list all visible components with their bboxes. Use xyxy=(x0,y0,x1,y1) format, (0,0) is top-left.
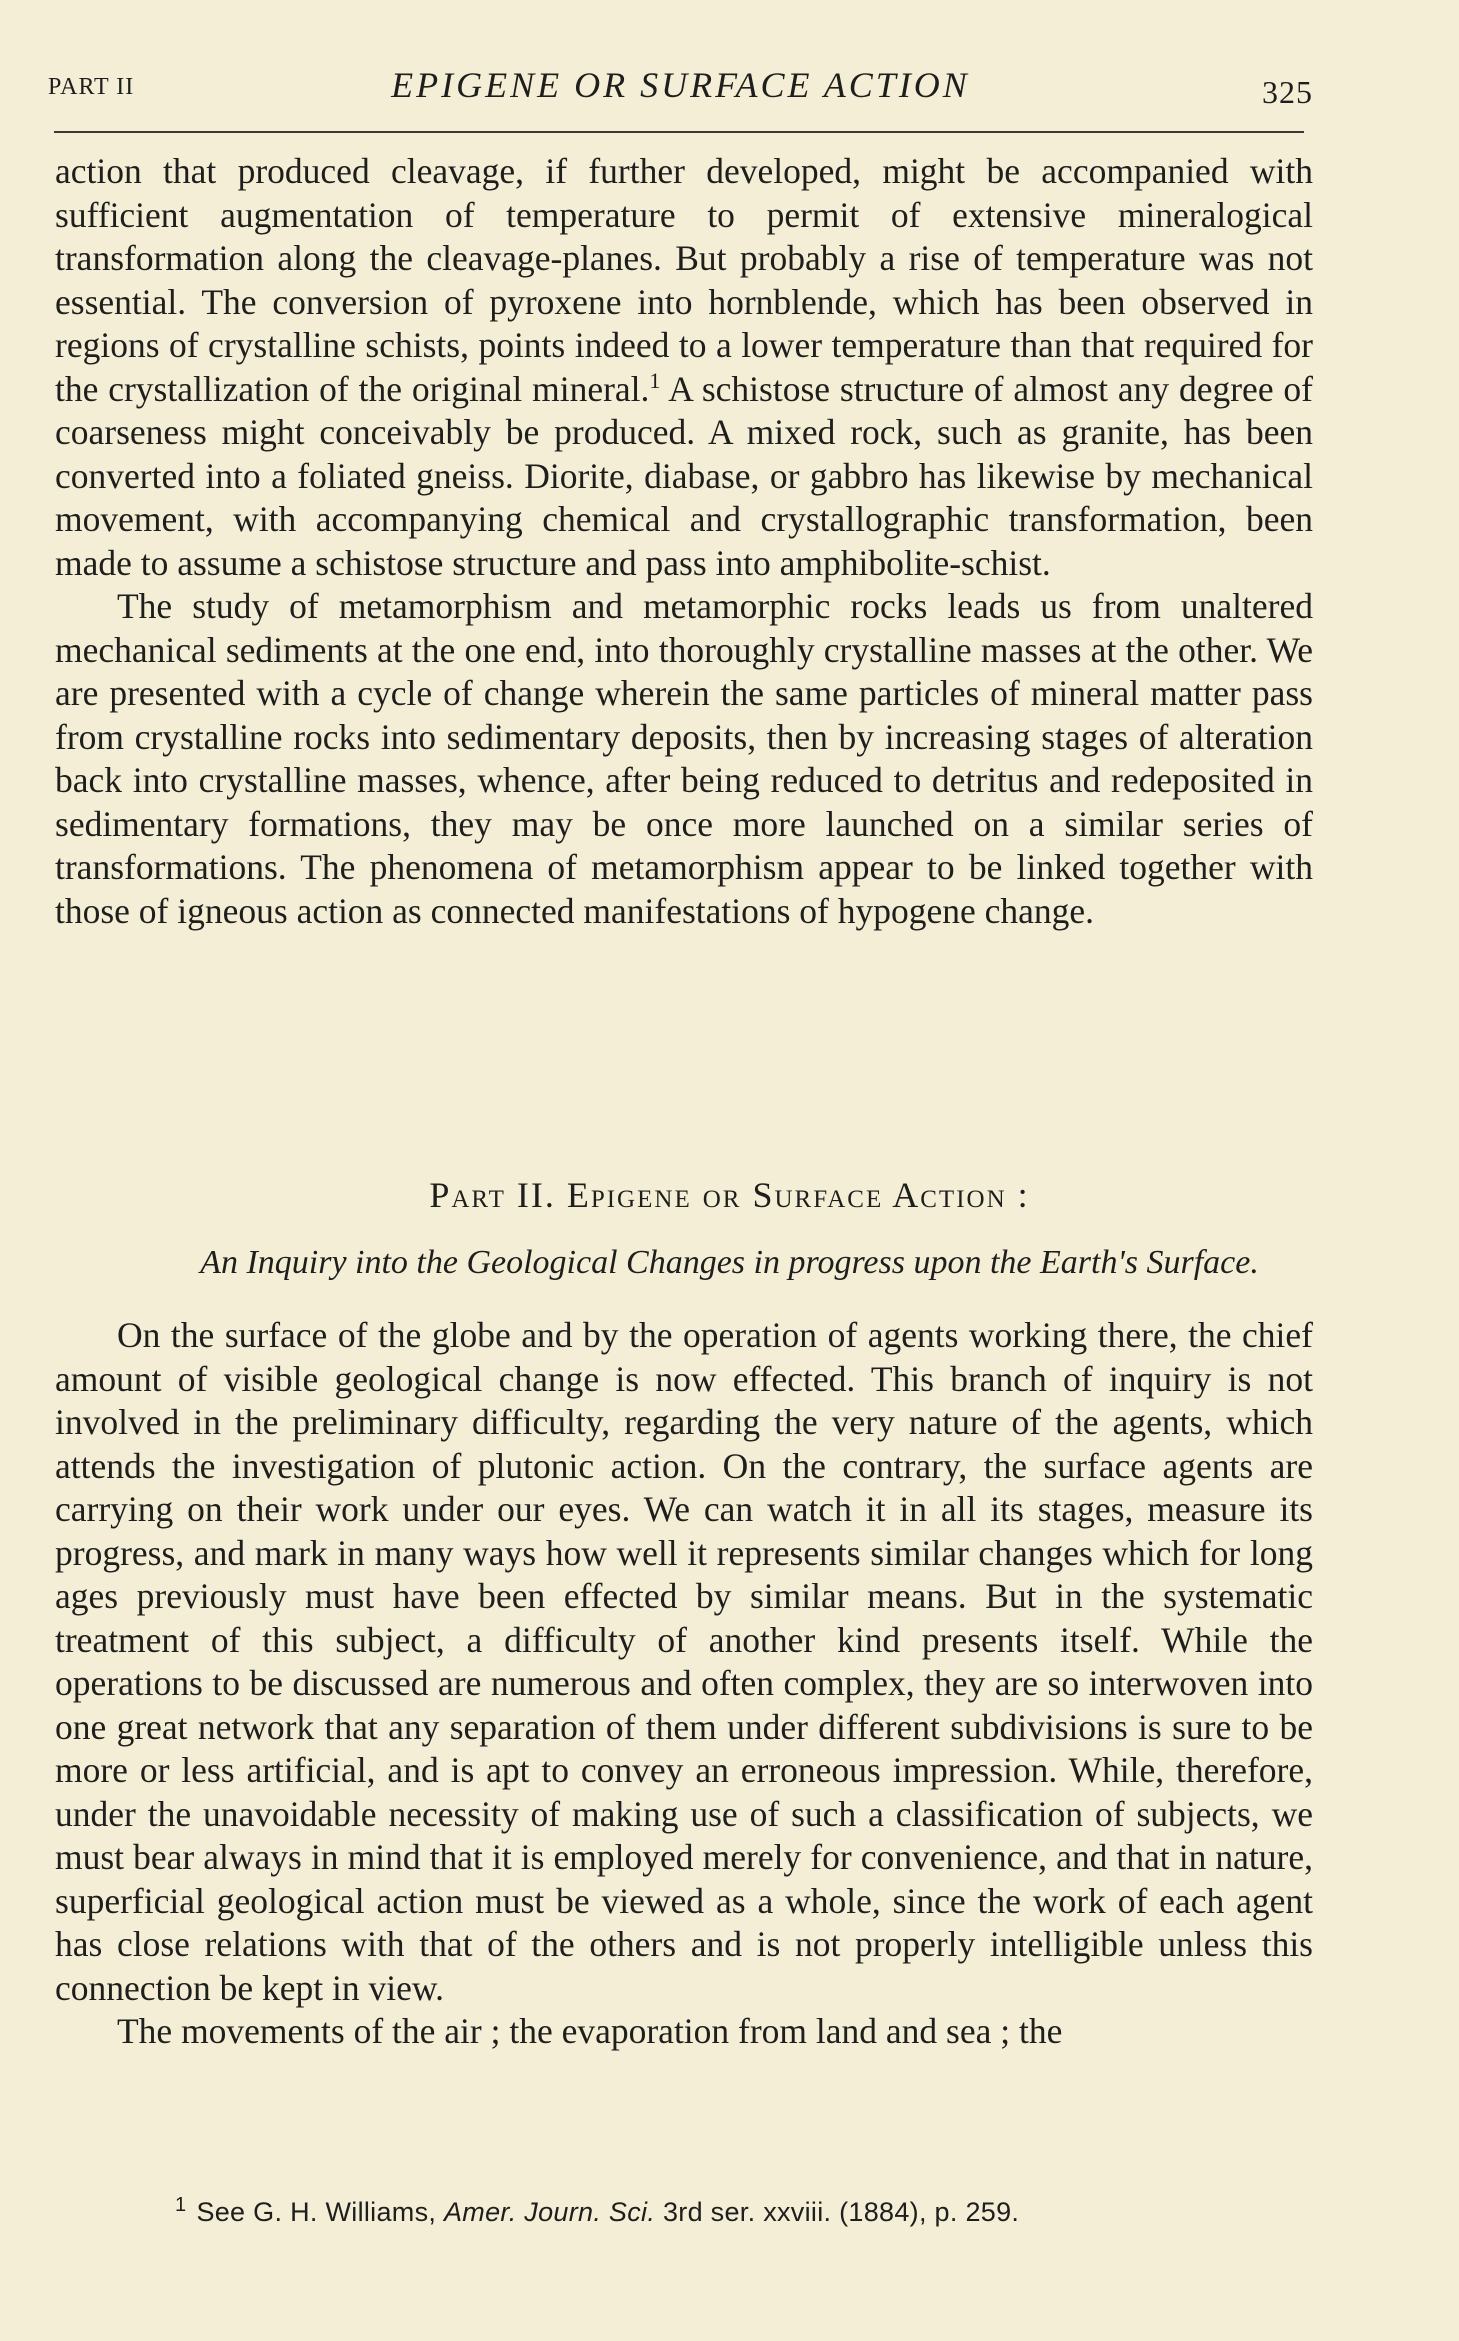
section-subtitle: An Inquiry into the Geological Changes in progress upon the Earth's Surface. xyxy=(200,1244,1259,1281)
header-title: EPIGENE OR SURFACE ACTION xyxy=(391,65,970,105)
paragraph-metamorphism-cycle: The study of metamorphism and metamorphic rocks leads us from unaltered mechanical sediments at the one end, into thoroughly crystalline masses at the other. We are presented with a cycle of change wherein the same particles of mineral matter pass from crystalline rocks into sedimentary deposits, then by increasing stages of alteration back into crystalline masses, whence, after being reduced to detritus and redeposited in sedimentary formations, they may be once more launched on a similar series of transformations. The phenomena of metamorphism appear to be linked together with those of igneous action as connected manifestations of hypogene change. xyxy=(55,586,1313,931)
body-text-block-1 xyxy=(55,150,1313,933)
footnote-mark: 1 xyxy=(175,2194,187,2216)
header-rule xyxy=(54,131,1304,133)
paragraph-text-continued: A schistose structure of almost any degree of coarseness might conceivably be produced. A mixed rock, such as granite, has been converted into a foliated gneiss. Diorite, diabase, or gabbro has likewise by mechanical movement, with accompanying chemical and crystallographic transformation, been made to assume a schistose structure and pass into amphibolite-schist. xyxy=(55,368,1313,583)
footnote xyxy=(175,2194,1019,2228)
footnote-suffix: 3rd ser. xxviii. (1884), p. 259. xyxy=(655,2197,1020,2227)
section-heading: Part II. Epigene or Surface Action : xyxy=(429,1175,1030,1215)
paragraph-surface-action: On the surface of the globe and by the operation of agents working there, the chief amount of visible geological change is now effected. This branch of inquiry is not involved in the preliminary difficulty, regarding the very nature of the agents, which attends the investigation of plutonic action. On the contrary, the surface agents are carrying on their work under our eyes. We can watch it in all its stages, measure its progress, and mark in many ways how well it represents similar changes which for long ages previously must have been effected by similar means. But in the systematic treatment of this subject, a difficulty of another kind presents itself. While the operations to be discussed are numerous and often complex, they are so interwoven into one great network that any separation of them under different subdivisions is sure to be more or less artificial, and is apt to convey an erroneous impression. While, therefore, under the unavoidable necessity of making use of such a classification of subjects, we must bear always in mind that it is employed merely for convenience, and that in nature, superficial geological action must be viewed as a whole, since the work of each agent has close relations with that of the others and is not properly intelligible unless this connection be kept in view. xyxy=(55,1315,1313,2008)
paragraph-continued xyxy=(55,150,1313,585)
paragraph-movements-of-air: The movements of the air ; the evaporation from land and sea ; the xyxy=(117,2011,1063,2051)
paragraph-text: action that produced cleavage, if further developed, might be accompanied with sufficient augmentation of temperature to permit of extensive mineralogical transformation along the cleavage-planes. But probably a rise of temperature was not essential. The conversion of pyroxene into hornblende, which has been observed in regions of crystalline schists, points indeed to a lower temperature than that required for the crystallization of the original mineral. xyxy=(55,151,1313,409)
page-number: 325 xyxy=(1262,74,1313,110)
footnote-reference: 1 xyxy=(649,367,661,393)
footnote-journal: Amer. Journ. Sci. xyxy=(443,2197,656,2227)
footnote-prefix: See G. H. Williams, xyxy=(196,2197,444,2227)
header-part-label: PART II xyxy=(48,74,135,100)
running-header xyxy=(48,64,1313,120)
body-text-block-2 xyxy=(55,1314,1313,2054)
